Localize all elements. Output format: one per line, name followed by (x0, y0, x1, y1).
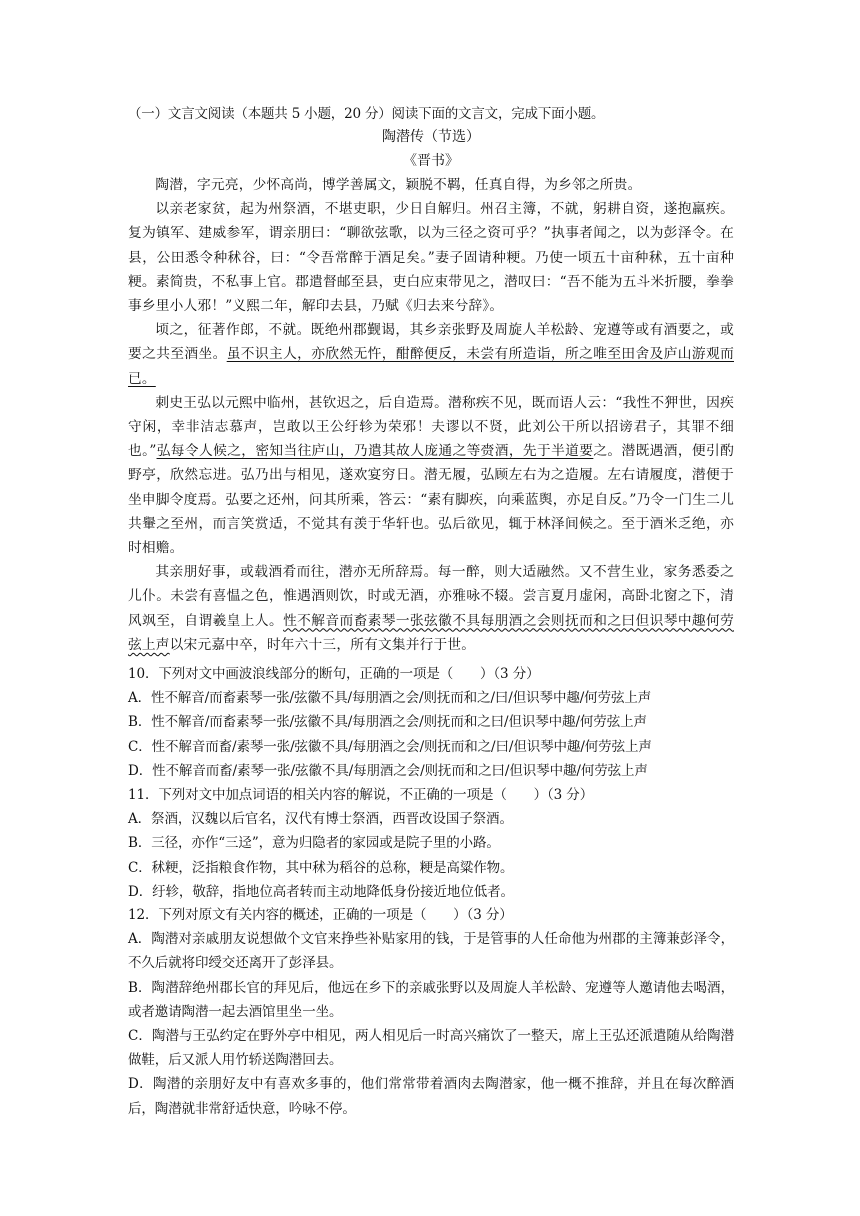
question-10-stem: 10．下列对文中画波浪线部分的断句，正确的一项是（ ）（3 分） (128, 666, 540, 682)
question-11 (128, 783, 734, 904)
question-12-option-a: A．陶潜对亲戚朋友说想做个文官来挣些补贴家用的钱，于是管事的人任命他为州郡的主簿兼彭泽令，不久后就将印绶交还离开了彭泽县。 (128, 931, 734, 972)
paragraph-5 (128, 560, 734, 657)
paragraph-3-text: 顷之，征著作郎，不就。既绝州郡觐谒，其乡亲张野及周旋人羊松龄、宠遵等或有酒要之，或要之共至酒坐。 (128, 322, 734, 363)
question-11-option-d: D．纡轸，敬辞，指地位高者转而主动地降低身份接近地位低者。 (128, 883, 514, 900)
question-12 (128, 903, 734, 1121)
question-11-stem: 11．下列对文中加点词语的相关内容的解说，不正确的一项是（ ）（3 分） (128, 787, 594, 803)
underlined-sentence-1: 虽不识主人，亦欣然无忤，酣醉便反，未尝有所造诣，所之唯至田舍及庐山游观而已。 (128, 346, 734, 387)
passage-title: 陶潜传（节选） (382, 129, 480, 145)
question-11-option-a: A．祭酒，汉魏以后官名，汉代有博士祭酒，西晋改设国子祭酒。 (128, 811, 513, 828)
passage-source: 《晋书》 (403, 153, 459, 169)
wavy-underlined-sentence: 性不解音而畜素琴一张弦徽不具每朋酒之会则抚而和之曰但识琴中趣何劳弦上声 (128, 612, 734, 653)
paragraph-5-text: 其亲朋好事，或载酒肴而往，潜亦无所辞焉。每一醉，则大适融然。又不营生业，家务悉委之儿仆。未尝有喜愠之色，惟遇酒则饮，时或无酒，亦雅咏不辍。尝言夏月虚闲，高卧北窗之下，清风飒至，自谓羲皇上人。 (128, 564, 734, 629)
section-intro: （一）文言文阅读（本题共 5 小题，20 分）阅读下面的文言文，完成下面小题。 (128, 106, 605, 122)
passage-body (128, 173, 734, 657)
question-12-option-d: D．陶潜的亲朋好友中有喜欢多事的，他们常常带着酒肉去陶潜家，他一概不推辞，并且在每次醉酒后，陶潜就非常舒适快意，吟咏不停。 (128, 1076, 734, 1117)
paragraph-1: 陶潜，字元亮，少怀高尚，博学善属文，颖脱不羁，任真自得，为乡邻之所贵。 (155, 177, 642, 193)
paragraph-3 (128, 318, 734, 391)
paragraph-5-rest: 以宋元嘉中卒，时年六十三，所有文集并行于世。 (169, 636, 476, 653)
paragraph-4-text: 刺史王弘以元熙中临州，甚钦迟之，后自造焉。潜称疾不见，既而语人云：“我性不狎世，因疾守闲，幸非洁志慕声，岂敢以王公纡轸为荣邪！夫谬以不贤，此刘公干所以招谤君子，其罪不细也。” (128, 394, 734, 460)
underlined-sentence-2: 弘每令人候之，密知当往庐山，乃遣其故人庞通之等赍酒，先于半道要 (156, 443, 594, 460)
question-12-option-c: C．陶潜与王弘约定在野外亭中相见，两人相见后一时高兴痛饮了一整天，席上王弘还派遣随从给陶潜做鞋，后又派人用竹轿送陶潜回去。 (128, 1028, 734, 1069)
question-10-option-a: A．性不解音/而畜素琴一张/弦徽不具/每朋酒之会/则抚而和之/曰/但识琴中趣/何劳弦上声 (128, 690, 652, 707)
question-11-option-b: B．三径，亦作“三迳”，意为归隐者的家园或是院子里的小路。 (128, 835, 500, 852)
question-12-stem: 12．下列对原文有关内容的概述，正确的一项是（ ）（3 分） (128, 907, 513, 923)
paragraph-2: 以亲老家贫，起为州祭酒，不堪吏职，少日自解归。州召主簿，不就，躬耕自资，遂抱羸疾。复为镇军、建威参军，谓亲朋曰：“聊欲弦歌，以为三径之资可乎？”执事者闻之，以为彭泽令。在县，公田悉令种秫谷，曰：“令吾常醉于酒足矣。”妻子固请种粳。乃使一顷五十亩种秫，五十亩种粳。素简贵，不私事上官。郡遣督邮至县，吏白应束带见之，潜叹曰：“吾不能为五斗米折腰，拳拳事乡里小人邪！”义熙二年，解印去县，乃赋《归去来兮辞》。 (128, 201, 734, 315)
question-11-option-c: C．秫粳，泛指粮食作物，其中秫为稻谷的总称，粳是高粱作物。 (128, 859, 514, 876)
question-10-option-d: D．性不解音而畜/素琴一张/弦徽不具/每朋酒之会/则抚而和之曰/但识琴中趣/何劳弦上声 (128, 762, 648, 779)
paragraph-4-rest: 之。潜既遇酒，便引酌野亭，欣然忘进。弘乃出与相见，遂欢宴穷日。潜无履，弘顾左右为之造履。左右请履度，潜便于坐申脚令度焉。弘要之还州，问其所乘，答云：“素有脚疾，向乘蓝舆，亦足自反。”乃令一门生二儿共轝之至州，而言笑赏适，不觉其有羡于华轩也。弘后欲见，辄于林泽间候之。至于酒米乏绝，亦时相赡。 (128, 443, 734, 557)
question-12-option-b: B．陶潜辞绝州郡长官的拜见后，他远在乡下的亲戚张野以及周旋人羊松龄、宠遵等人邀请他去喝酒，或者邀请陶潜一起去酒馆里坐一坐。 (128, 979, 734, 1020)
paragraph-4 (128, 391, 734, 560)
question-10-option-b: B．性不解音/而畜素琴一张/弦徽不具/每朋酒之会/则抚而和之曰/但识琴中趣/何劳弦上声 (128, 714, 647, 731)
question-10 (128, 662, 734, 783)
question-10-option-c: C．性不解音而畜/素琴一张/弦徽不具/每朋酒之会/则抚而和之/曰/但识琴中趣/何劳弦上声 (128, 738, 652, 755)
